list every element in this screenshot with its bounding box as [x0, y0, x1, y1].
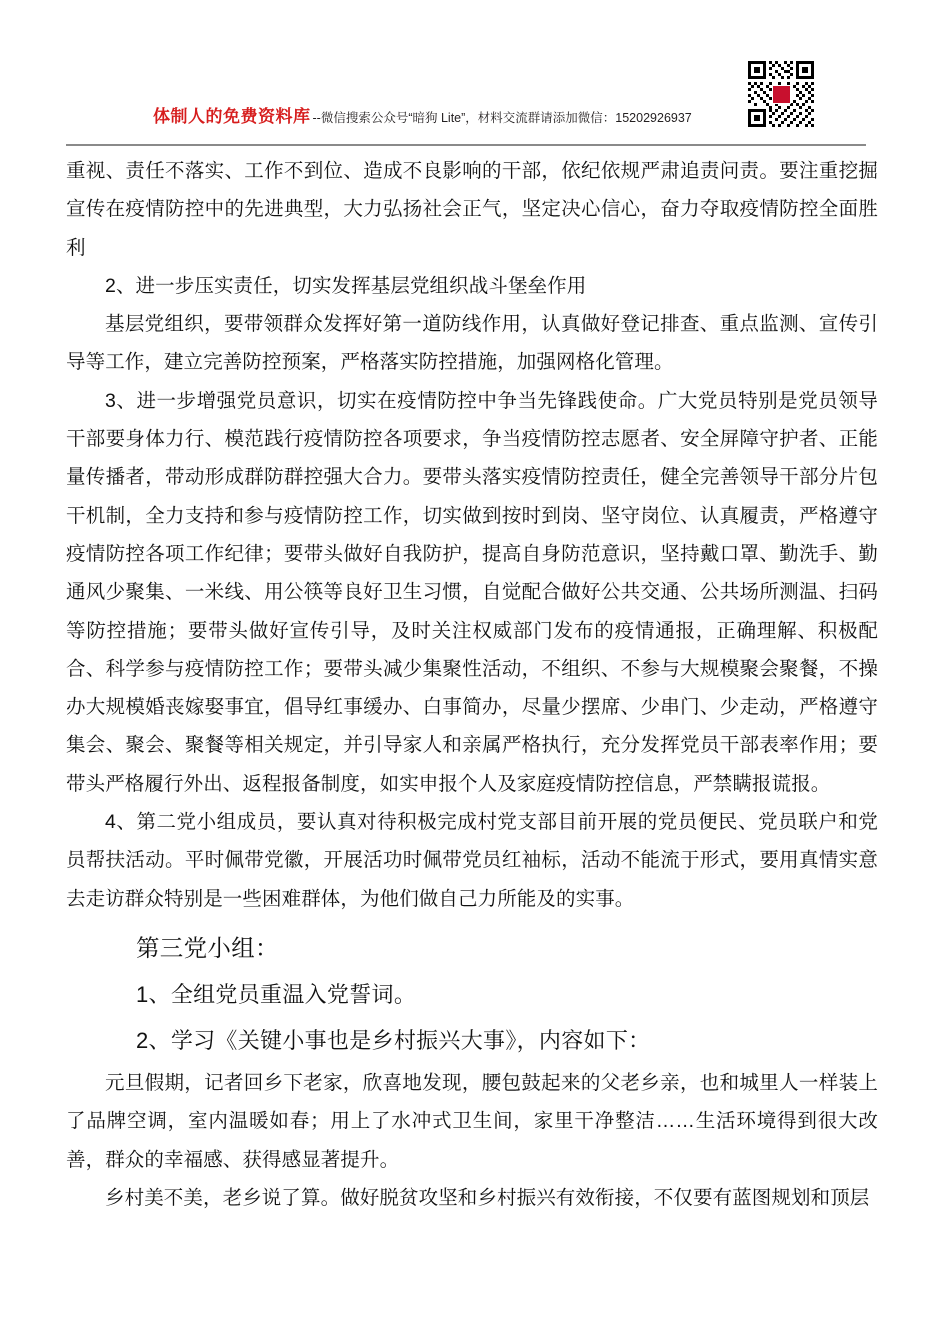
paragraph-item-4: 4、第二党小组成员，要认真对待积极完成村党支部目前开展的党员便民、党员联户和党员帮扶活动。平时佩带党徽，开展活功时佩带党员红袖标，活动不能流于形式，要用真情实意去走访群众特别是一些困难群体，为他们做自己力所能及的实事。 [66, 811, 878, 910]
watermark-header [0, 0, 950, 146]
paragraph-item-2-body: 基层党组织，要带领群众发挥好第一道防线作用，认真做好登记排查、重点监测、宣传引导等工作，建立完善防控预案，严格落实防控措施，加强网格化管理。 [66, 313, 878, 374]
paragraph-item-2-title: 2、进一步压实责任，切实发挥基层党组织战斗堡垒作用 [105, 274, 587, 297]
section-spacer [66, 918, 878, 925]
paragraph-quote-2: 乡村美不美，老乡说了算。做好脱贫攻坚和乡村振兴有效衔接，不仅要有蓝图规划和顶层 [105, 1186, 870, 1209]
qr-center-logo [772, 85, 791, 104]
section-heading-third-group: 第三党小组： [136, 934, 279, 961]
watermark-contact-label: --微信搜索公众号“暗狗 Lite”，材料交流群请添加微信：15202926937 [312, 111, 692, 125]
watermark-text-line [153, 104, 813, 130]
header-divider-rule [66, 144, 866, 146]
paragraph-quote-1: 元旦假期，记者回乡下老家，欣喜地发现，腰包鼓起来的父老乡亲，也和城里人一样装上了品牌空调，室内温暖如春；用上了水冲式卫生间，家里干净整洁……生活环境得到很大改善，群众的幸福感、获得感显著提升。 [66, 1071, 878, 1171]
qr-code-icon[interactable] [745, 58, 817, 130]
document-text-body [66, 152, 878, 1217]
watermark-brand-label: 体制人的免费资料库 [153, 107, 311, 126]
numbered-heading-1: 1、全组党员重温入党誓词。 [136, 981, 417, 1007]
paragraph-continued: 重视、责任不落实、工作不到位、造成不良影响的干部，依纪依规严肃追责问责。要注重挖掘宣传在疫情防控中的先进典型，大力弘扬社会正气，坚定决心信心，奋力夺取疫情防控全面胜利 [66, 160, 878, 259]
numbered-heading-2: 2、学习《关键小事也是乡村振兴大事》，内容如下： [136, 1027, 651, 1053]
paragraph-item-3: 3、进一步增强党员意识，切实在疫情防控中争当先锋践使命。广大党员特别是党员领导干部要身体力行、模范践行疫情防控各项要求，争当疫情防控志愿者、安全屏障守护者、正能量传播者，带动形成群防群控强大合力。要带头落实疫情防控责任，健全完善领导干部分片包干机制，全力支持和参与疫情防控工作，切实做到按时到岗、坚守岗位、认真履责，严格遵守疫情防控各项工作纪律；要带头做好自我防护，提高自身防范意识，坚持戴口罩、勤洗手、勤通风少聚集、一米线、用公筷等良好卫生习惯，自觉配合做好公共交通、公共场所测温、扫码等防控措施；要带头做好宣传引导，及时关注权威部门发布的疫情通报，正确理解、积极配合、科学参与疫情防控工作；要带头减少集聚性活动，不组织、不参与大规模聚会聚餐，不操办大规模婚丧嫁娶事宜，倡导红事缓办、白事简办，尽量少摆席、少串门、少走动，严格遵守集会、聚会、聚餐等相关规定，并引导家人和亲属严格执行，充分发挥党员干部表率作用；要带头严格履行外出、返程报备制度，如实申报个人及家庭疫情防控信息，严禁瞒报谎报。 [66, 389, 878, 795]
